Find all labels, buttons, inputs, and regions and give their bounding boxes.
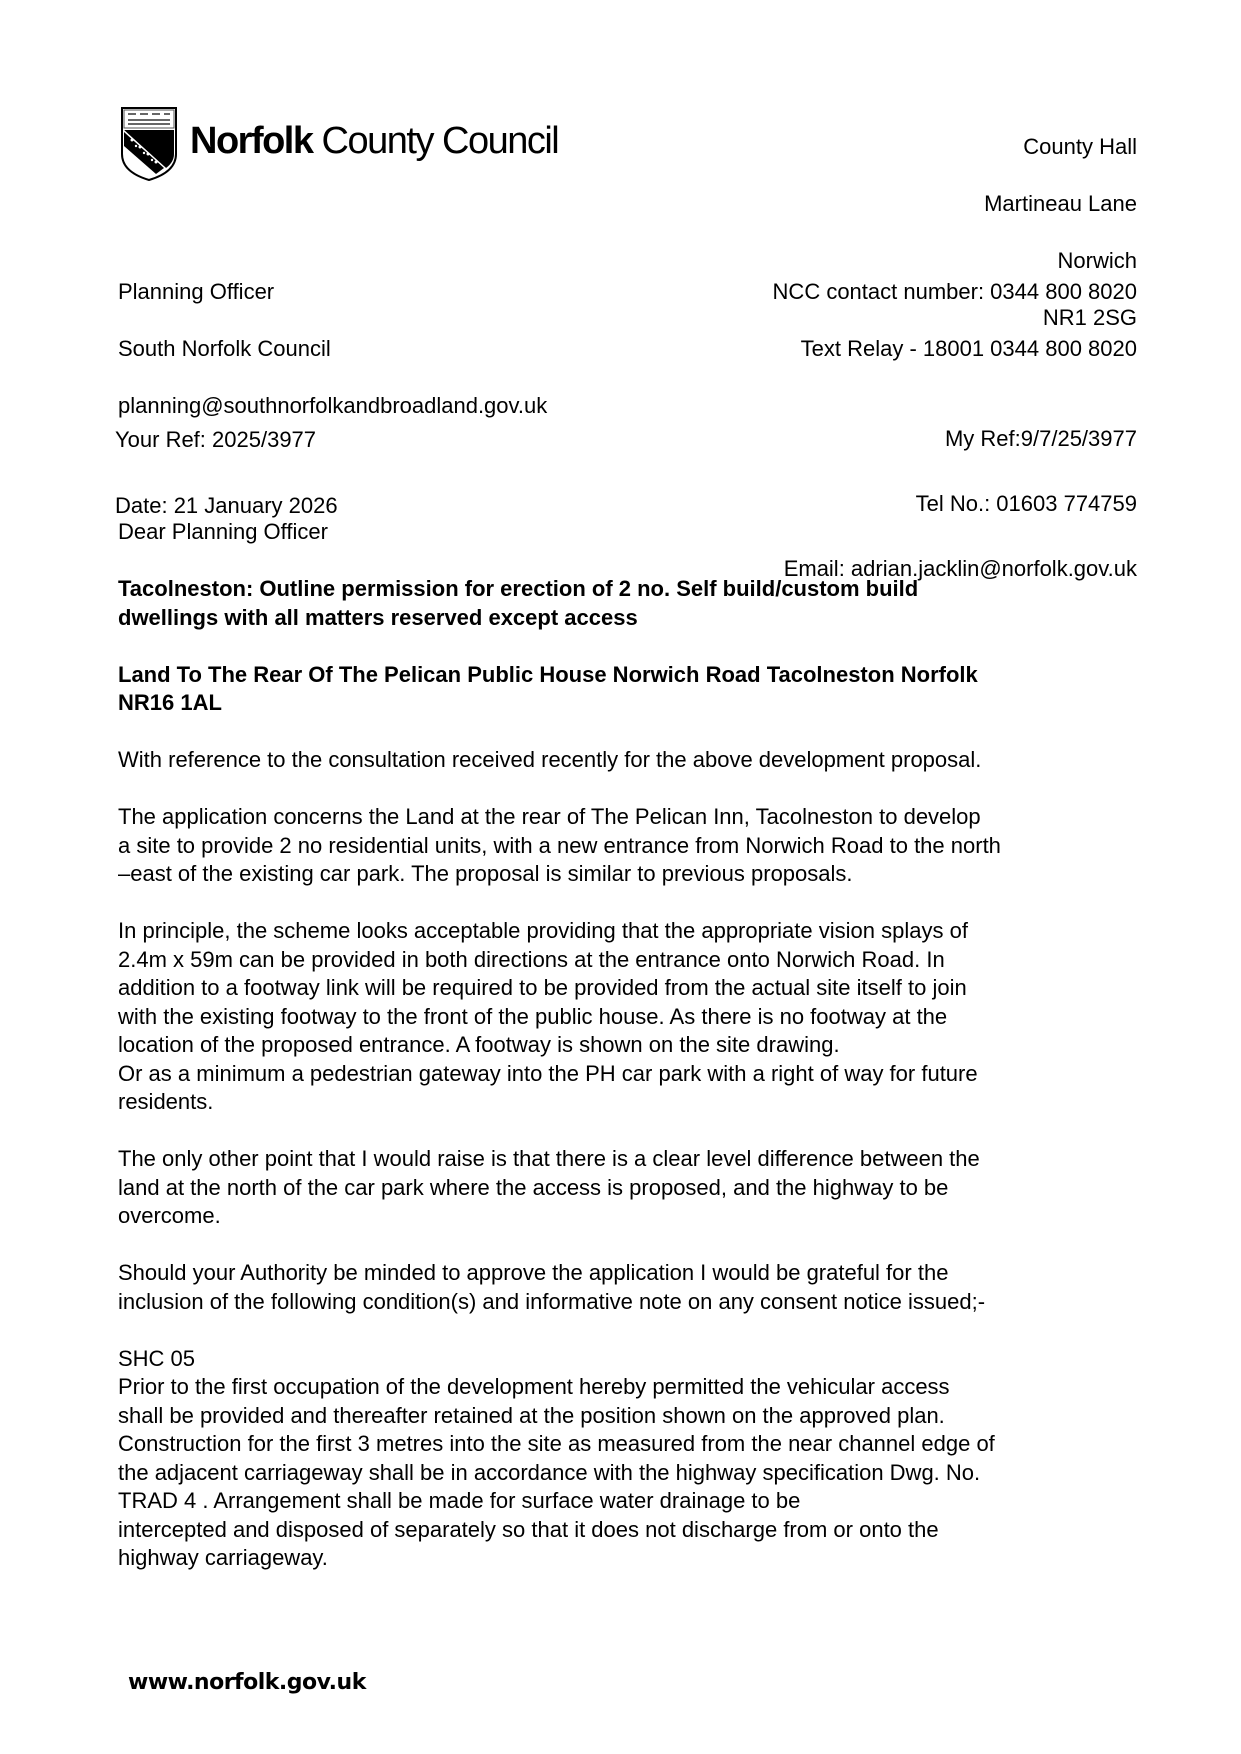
- address-line: County Hall: [1023, 133, 1137, 159]
- council-name-bold: Norfolk: [190, 119, 313, 162]
- council-name: [190, 120, 558, 163]
- recipient-email: planning@southnorfolkandbroadland.gov.uk: [118, 392, 548, 418]
- contact-number: NCC contact number: 0344 800 8020: [772, 278, 1137, 304]
- address-line: Norwich: [1057, 247, 1137, 273]
- tel-number: Tel No.: 01603 774759: [915, 490, 1137, 516]
- salutation: Dear Planning Officer: [118, 519, 328, 544]
- letter-body: [118, 518, 1148, 1601]
- condition-text: Prior to the first occupation of the development hereby permitted the vehicular access shall be provided and thereafter retained at the position shown on the approved plan. Construction for the first 3 metres into the site as measured from the near channel edge of the adjacent carriageway shall be in accordance with the highway specification Dwg. No. TRAD 4 . Arrangement shall be made for surface water drainage to be intercepted and disposed of separately so that it does not discharge from or onto the highway carriageway.: [118, 1374, 995, 1570]
- letter-date: Date: 21 January 2026: [115, 493, 338, 518]
- address-line: NR1 2SG: [1042, 304, 1137, 330]
- body-paragraph: In principle, the scheme looks acceptable providing that the appropriate vision splays of 2.4m x 59m can be provided in both directions at the entrance onto Norwich Road. In addition to a footway link will be required to be provided from the actual site itself to join with the existing footway to the front of the public house. As there is no footway at the location of the proposed entrance. A footway is shown on the site drawing. Or as a minimum a pedestrian gateway into the PH car park with a right of way for future residents.: [118, 918, 978, 1114]
- body-paragraph: The only other point that I would raise is that there is a clear level difference between the land at the north of the car park where the access is proposed, and the highway to be overcome.: [118, 1146, 980, 1228]
- text-relay: Text Relay - 18001 0344 800 8020: [800, 335, 1137, 361]
- my-ref: My Ref:9/7/25/3977: [944, 425, 1137, 451]
- council-crest-icon: [120, 106, 178, 182]
- site-heading: Land To The Rear Of The Pelican Public House Norwich Road Tacolneston Norfolk NR16 1AL: [118, 661, 978, 715]
- your-ref: Your Ref: 2025/3977: [115, 427, 317, 452]
- recipient-line: South Norfolk Council: [118, 335, 331, 361]
- contact-block: [773, 249, 1137, 392]
- council-name-rest: County Council: [312, 119, 559, 162]
- recipient-line: Planning Officer: [118, 278, 275, 304]
- norfolk-county-council-logo: [120, 106, 558, 182]
- subject-heading: Tacolneston: Outline permission for erection of 2 no. Self build/custom build dwellings with all matters reserved except access: [118, 576, 919, 630]
- condition-code: SHC 05: [118, 1345, 196, 1371]
- address-line: Martineau Lane: [984, 190, 1137, 216]
- body-paragraph: The application concerns the Land at the rear of The Pelican Inn, Tacolneston to develop a site to provide 2 no residential units, with a new entrance from Norwich Road to the north –east of the existing car park. The proposal is similar to previous proposals.: [118, 804, 1001, 886]
- body-paragraph: With reference to the consultation received recently for the above development proposal.: [118, 747, 982, 772]
- body-paragraph: Should your Authority be minded to approve the application I would be grateful for the inclusion of the following condition(s) and informative note on any consent notice issued;-: [118, 1260, 986, 1314]
- footer-website: www.norfolk.gov.uk: [128, 1670, 366, 1695]
- officer-email: Email: adrian.jacklin@norfolk.gov.uk: [783, 555, 1137, 581]
